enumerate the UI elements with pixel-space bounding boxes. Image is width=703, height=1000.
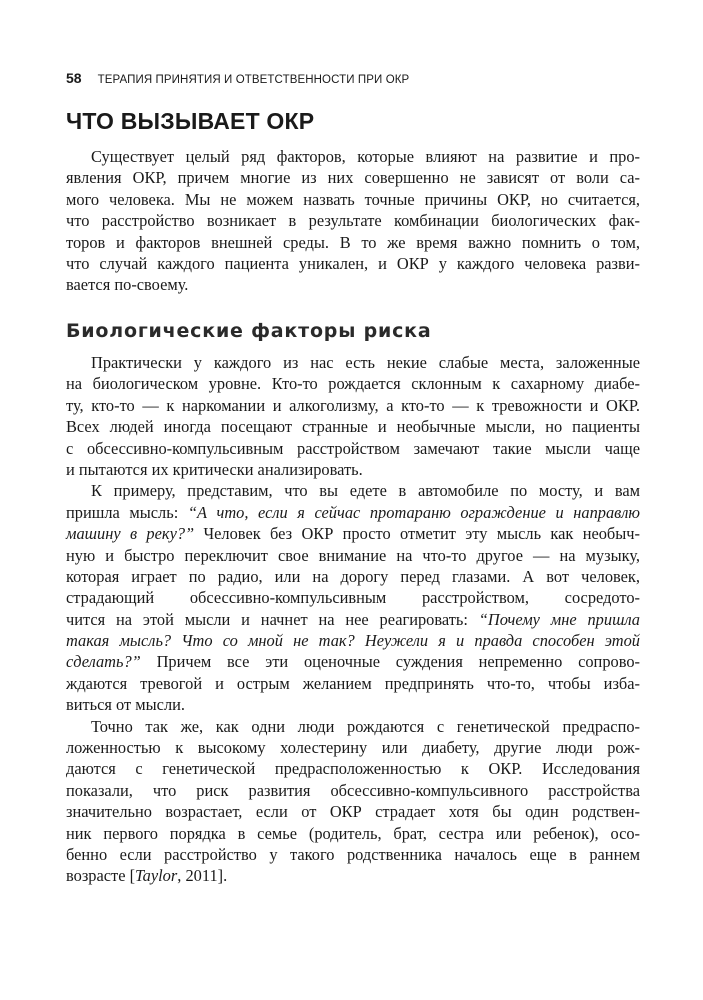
text-line: ную и быстро переключит свое внимание на что-то другое — на музыку, [66,545,640,565]
text-line: значительно возрастает, если от ОКР страдает хотя бы один родствен- [66,802,640,822]
text-line [66,865,640,886]
section-heading: Биологические факторы риска [66,320,432,342]
text-line: Всех людей иногда посещают странные и необычные мысли, но пациенты [66,417,640,437]
text-line: и пытаются их критически анализировать. [66,459,363,479]
italic-quote: машину в реку?” [66,524,195,544]
text-line: ложенностью к высокому холестерину или диабету, другие люди рож- [66,738,640,758]
italic-quote: “А что, если я сейчас протараню ограждение и направлю [187,502,640,522]
text-run: пришла мысль: [66,502,188,522]
text-line: что случай каждого пациента уникален, и ОКР у каждого человека разви- [66,253,640,273]
text-line: ту, кто-то — к наркомании и алкоголизму, а кто-то — к тревожности и ОКР. [66,395,640,415]
text-run: Причем все эти оценочные суждения непременно сопрово- [140,652,640,672]
book-title: ТЕРАПИЯ ПРИНЯТИЯ И ОТВЕТСТВЕННОСТИ ПРИ ОКР [97,74,410,86]
text-line: которая играет по радио, или на дорогу перед глазами. А вот человек, [66,566,640,586]
text-line: Практически у каждого из нас есть некие слабые места, заложенные [91,353,640,372]
text-run: Человек без ОКР просто отметит эту мысль как необыч- [194,524,640,544]
text-line: даются с генетической предрасположенностью к ОКР. Исследования [66,759,640,779]
text-line [66,630,640,651]
text-run: чится на этой мысли и начнет на нее реагировать: [66,609,479,629]
text-line [66,502,640,523]
page-number: 58 [66,70,82,86]
italic-quote: такая мысль? Что со мной не так? Неужели я и правда способен этой [66,631,640,651]
text-line: вается по-своему. [66,275,189,295]
italic-quote: “Почему мне пришла [478,609,640,629]
text-line: ник первого порядка в семье (родитель, брат, сестра или ребенок), осо- [66,823,640,843]
text-line [66,651,640,672]
italic-quote: сделать?” [66,652,141,672]
text-line: страдающий обсессивно-компульсивным расстройством, сосредото- [66,588,640,608]
text-line: явления ОКР, причем многие из них совершенно не зависят от воли са- [66,168,640,188]
text-line: мого человека. Мы не можем назвать точные причины ОКР, но считается, [66,189,640,209]
citation-author: Taylor [135,866,178,886]
chapter-heading: ЧТО ВЫЗЫВАЕТ ОКР [66,108,315,134]
text-line [66,609,640,630]
text-line: показали, что риск развития обсессивно-компульсивного расстройства [66,780,640,800]
text-run: , 2011]. [177,866,228,886]
text-line: с обсессивно-компульсивным расстройством замечают такие мысли чаще [66,438,640,458]
running-header [66,70,641,90]
text-line: Существует целый ряд факторов, которые влияют на развитие и про- [91,147,640,166]
text-line: виться от мысли. [66,695,186,715]
text-line: торов и факторов внешней среды. В то же время важно помнить о том, [66,232,640,252]
text-line: К примеру, представим, что вы едете в автомобиле по мосту, и вам [91,481,640,501]
text-line: на биологическом уровне. Кто-то рождается склонным к сахарному диабе- [66,374,640,394]
intro-paragraph [66,146,640,296]
text-line: что расстройство возникает в результате комбинации биологических фак- [66,211,640,231]
text-line [66,523,640,544]
biological-factors-text [66,352,640,887]
text-line: ждаются тревогой и острым желанием предпринять что-то, чтобы изба- [66,673,640,693]
text-line: Точно так же, как одни люди рождаются с генетической предраспо- [91,716,640,736]
text-line: бенно если расстройство у такого родственника началось еще в раннем [66,844,640,864]
text-run: возрасте [ [66,866,136,886]
